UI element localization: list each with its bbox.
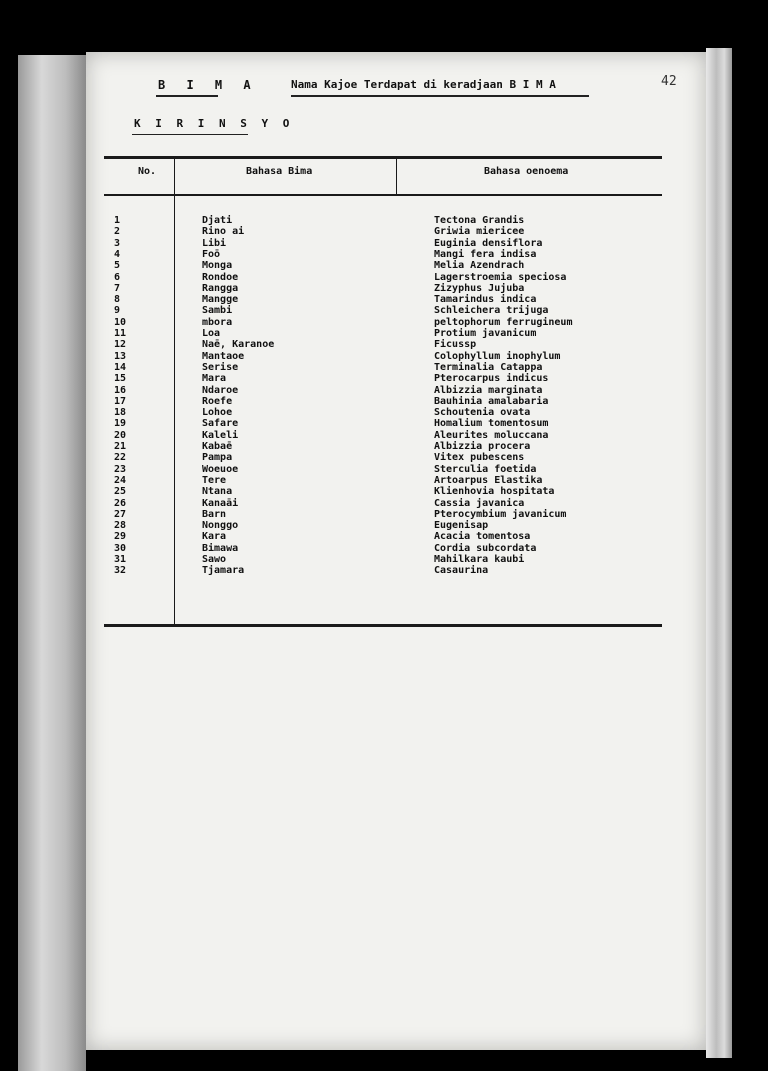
column-header-no: No.: [138, 166, 157, 177]
row-bahasa-oenoema: Tamarindus indica: [434, 294, 537, 305]
row-number: 24: [114, 475, 127, 486]
row-number: 28: [114, 520, 127, 531]
row-bahasa-bima: Sawo: [202, 554, 227, 565]
row-number: 14: [114, 362, 127, 373]
row-number: 6: [114, 272, 121, 283]
row-bahasa-bima: Woeuoe: [202, 464, 239, 475]
row-bahasa-bima: Kara: [202, 531, 227, 542]
row-number: 5: [114, 260, 121, 271]
row-bahasa-bima: Barn: [202, 509, 227, 520]
row-number: 29: [114, 531, 127, 542]
row-bahasa-bima: Monga: [202, 260, 233, 271]
row-bahasa-bima: Nonggo: [202, 520, 239, 531]
row-number: 32: [114, 565, 127, 576]
row-bahasa-oenoema: Bauhinia amalabaria: [434, 396, 549, 407]
row-bahasa-bima: Libi: [202, 238, 227, 249]
table-top-rule: [104, 156, 662, 159]
row-number: 26: [114, 498, 127, 509]
row-bahasa-oenoema: Albizzia marginata: [434, 385, 543, 396]
row-number: 30: [114, 543, 127, 554]
table-header-rule: [104, 194, 662, 196]
row-number: 25: [114, 486, 127, 497]
row-bahasa-oenoema: Casaurina: [434, 565, 489, 576]
row-bahasa-oenoema: Ficussp: [434, 339, 477, 350]
row-number: 31: [114, 554, 127, 565]
row-bahasa-bima: Safare: [202, 418, 239, 429]
row-bahasa-oenoema: Lagerstroemia speciosa: [434, 272, 567, 283]
row-bahasa-bima: Roefe: [202, 396, 233, 407]
row-bahasa-oenoema: Colophyllum inophylum: [434, 351, 561, 362]
row-bahasa-bima: Tjamara: [202, 565, 245, 576]
row-number: 4: [114, 249, 121, 260]
row-bahasa-bima: Ntana: [202, 486, 233, 497]
row-bahasa-bima: Kaleli: [202, 430, 239, 441]
row-number: 8: [114, 294, 121, 305]
section-underline: [132, 134, 248, 135]
row-number: 23: [114, 464, 127, 475]
row-bahasa-oenoema: Klienhovia hospitata: [434, 486, 555, 497]
row-number: 16: [114, 385, 127, 396]
row-bahasa-bima: Sambi: [202, 305, 233, 316]
row-bahasa-oenoema: Tectona Grandis: [434, 215, 525, 226]
row-number: 2: [114, 226, 121, 237]
table-bottom-rule: [104, 624, 662, 627]
row-bahasa-bima: Rondoe: [202, 272, 239, 283]
header-title: Nama Kajoe Terdapat di keradjaan B I M A: [291, 78, 556, 91]
row-bahasa-bima: Bimawa: [202, 543, 239, 554]
row-number: 1: [114, 215, 121, 226]
table-col-divider-1: [174, 156, 175, 626]
header-title-underline: [291, 95, 589, 97]
row-bahasa-oenoema: Vitex pubescens: [434, 452, 525, 463]
row-bahasa-bima: Tere: [202, 475, 227, 486]
row-bahasa-oenoema: Zizyphus Jujuba: [434, 283, 525, 294]
row-number: 9: [114, 305, 121, 316]
row-bahasa-oenoema: Protium javanicum: [434, 328, 537, 339]
column-header-latin: Bahasa oenoema: [484, 166, 569, 177]
row-bahasa-oenoema: Eugenisap: [434, 520, 489, 531]
row-bahasa-bima: Kabaē: [202, 441, 233, 452]
page-edges: [706, 48, 732, 1058]
row-number: 27: [114, 509, 127, 520]
row-number: 12: [114, 339, 127, 350]
row-bahasa-bima: Lohoe: [202, 407, 233, 418]
row-bahasa-oenoema: Homalium tomentosum: [434, 418, 549, 429]
row-number: 10: [114, 317, 127, 328]
row-number: 17: [114, 396, 127, 407]
row-number: 3: [114, 238, 121, 249]
row-bahasa-bima: Mara: [202, 373, 227, 384]
row-bahasa-bima: Rino ai: [202, 226, 245, 237]
row-bahasa-oenoema: Pterocarpus indicus: [434, 373, 549, 384]
page-number: 42: [661, 74, 677, 89]
row-bahasa-bima: Mantaoe: [202, 351, 245, 362]
row-bahasa-oenoema: Melia Azendrach: [434, 260, 525, 271]
row-bahasa-bima: Kanaāi: [202, 498, 239, 509]
row-bahasa-bima: Loa: [202, 328, 221, 339]
row-bahasa-bima: mbora: [202, 317, 233, 328]
section-title: K I R I N S Y O: [134, 117, 294, 130]
table-col-divider-2: [396, 156, 397, 196]
row-number: 21: [114, 441, 127, 452]
row-number: 13: [114, 351, 127, 362]
row-bahasa-bima: Foō: [202, 249, 221, 260]
row-bahasa-oenoema: Mangi fera indisa: [434, 249, 537, 260]
column-header-bima: Bahasa Bima: [246, 166, 313, 177]
row-bahasa-oenoema: Griwia miericee: [434, 226, 525, 237]
row-bahasa-oenoema: Sterculia foetida: [434, 464, 537, 475]
row-bahasa-bima: Ndaroe: [202, 385, 239, 396]
row-bahasa-oenoema: Cassia javanica: [434, 498, 525, 509]
row-bahasa-oenoema: Aleurites moluccana: [434, 430, 549, 441]
row-bahasa-bima: Pampa: [202, 452, 233, 463]
row-bahasa-oenoema: Artoarpus Elastika: [434, 475, 543, 486]
row-bahasa-oenoema: Albizzia procera: [434, 441, 531, 452]
header-left: B I M A: [158, 78, 258, 92]
row-bahasa-bima: Mangge: [202, 294, 239, 305]
header-left-underline: [156, 95, 218, 97]
row-bahasa-oenoema: Schleichera trijuga: [434, 305, 549, 316]
row-bahasa-oenoema: Acacia tomentosa: [434, 531, 531, 542]
row-bahasa-oenoema: Pterocymbium javanicum: [434, 509, 567, 520]
row-number: 20: [114, 430, 127, 441]
row-bahasa-bima: Rangga: [202, 283, 239, 294]
row-number: 11: [114, 328, 127, 339]
row-bahasa-oenoema: peltophorum ferrugineum: [434, 317, 573, 328]
row-number: 22: [114, 452, 127, 463]
row-bahasa-oenoema: Euginia densiflora: [434, 238, 543, 249]
row-number: 15: [114, 373, 127, 384]
row-bahasa-oenoema: Mahilkara kaubi: [434, 554, 525, 565]
row-bahasa-bima: Djati: [202, 215, 233, 226]
row-bahasa-oenoema: Cordia subcordata: [434, 543, 537, 554]
row-bahasa-oenoema: Terminalia Catappa: [434, 362, 543, 373]
row-number: 19: [114, 418, 127, 429]
book-binding: [18, 55, 86, 1071]
row-number: 18: [114, 407, 127, 418]
row-bahasa-bima: Serise: [202, 362, 239, 373]
document-page: [86, 52, 706, 1050]
row-bahasa-bima: Naē, Karanoe: [202, 339, 275, 350]
row-number: 7: [114, 283, 121, 294]
row-bahasa-oenoema: Schoutenia ovata: [434, 407, 531, 418]
